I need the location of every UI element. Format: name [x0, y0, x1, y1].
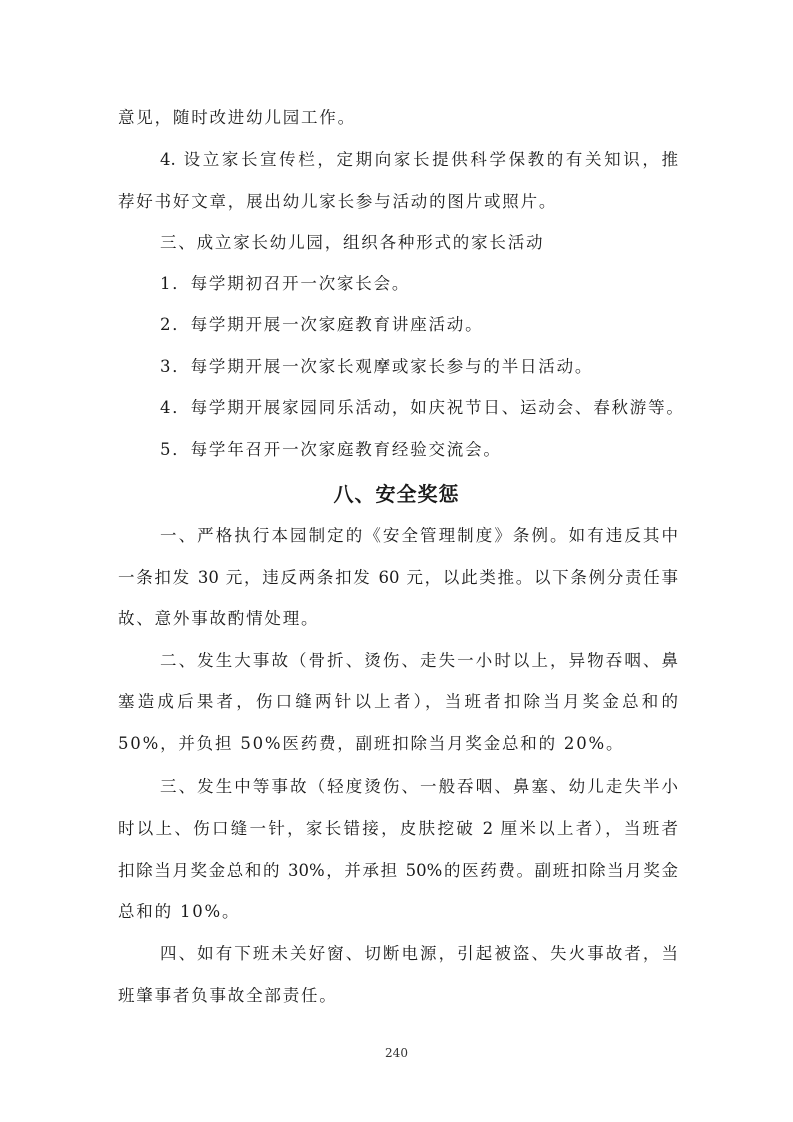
paragraph-line: 塞造成后果者，伤口缝两针以上者），当班者扣除当月奖金总和的 — [118, 692, 678, 711]
paragraph-line: 一条扣发 30 元，违反两条扣发 60 元，以此类推。以下条例分责任事 — [118, 568, 678, 587]
paragraph-line: 一、严格执行本园制定的《安全管理制度》条例。如有违反其中 — [160, 526, 678, 545]
paragraph-line: 意见，随时改进幼儿园工作。 — [118, 108, 356, 127]
paragraph-line: 总和的 10%。 — [118, 902, 241, 921]
paragraph-line: 班肇事者负事故全部责任。 — [118, 986, 338, 1005]
paragraph-line: 故、意外事故酌情处理。 — [118, 609, 320, 628]
list-item: 2．每学期开展一次家庭教育讲座活动。 — [160, 315, 484, 334]
section-heading: 八、安全奖惩 — [333, 482, 460, 506]
paragraph-line: 荐好书好文章，展出幼儿家长参与活动的图片或照片。 — [118, 192, 558, 211]
paragraph-line: 扣除当月奖金总和的 30%，并承担 50%的医药费。副班扣除当月奖金 — [118, 861, 678, 880]
paragraph-line: 50%，并负担 50%医药费，副班扣除当月奖金总和的 20%。 — [118, 734, 625, 753]
list-item: 5．每学年召开一次家庭教育经验交流会。 — [160, 440, 502, 459]
paragraph-line: 二、发生大事故（骨折、烫伤、走失一小时以上，异物吞咽、鼻 — [160, 651, 678, 670]
paragraph-line: 四、如有下班未关好窗、切断电源，引起被盗、失火事故者，当 — [160, 944, 678, 963]
subsection-heading: 三、成立家长幼儿园，组织各种形式的家长活动 — [160, 233, 545, 252]
paragraph-line: 三、发生中等事故（轻度烫伤、一般吞咽、鼻塞、幼儿走失半小 — [160, 777, 678, 796]
list-item: 4．每学期开展家园同乐活动，如庆祝节日、运动会、春秋游等。 — [160, 398, 685, 417]
paragraph-line: 时以上、伤口缝一针，家长错接，皮肤挖破 2 厘米以上者），当班者 — [118, 819, 678, 838]
list-item: 3．每学期开展一次家长观摩或家长参与的半日活动。 — [160, 357, 594, 376]
list-item: 1．每学期初召开一次家长会。 — [160, 274, 411, 293]
page-number: 240 — [385, 1046, 408, 1060]
paragraph-line: 4. 设立家长宣传栏，定期向家长提供科学保教的有关知识，推 — [160, 150, 678, 169]
